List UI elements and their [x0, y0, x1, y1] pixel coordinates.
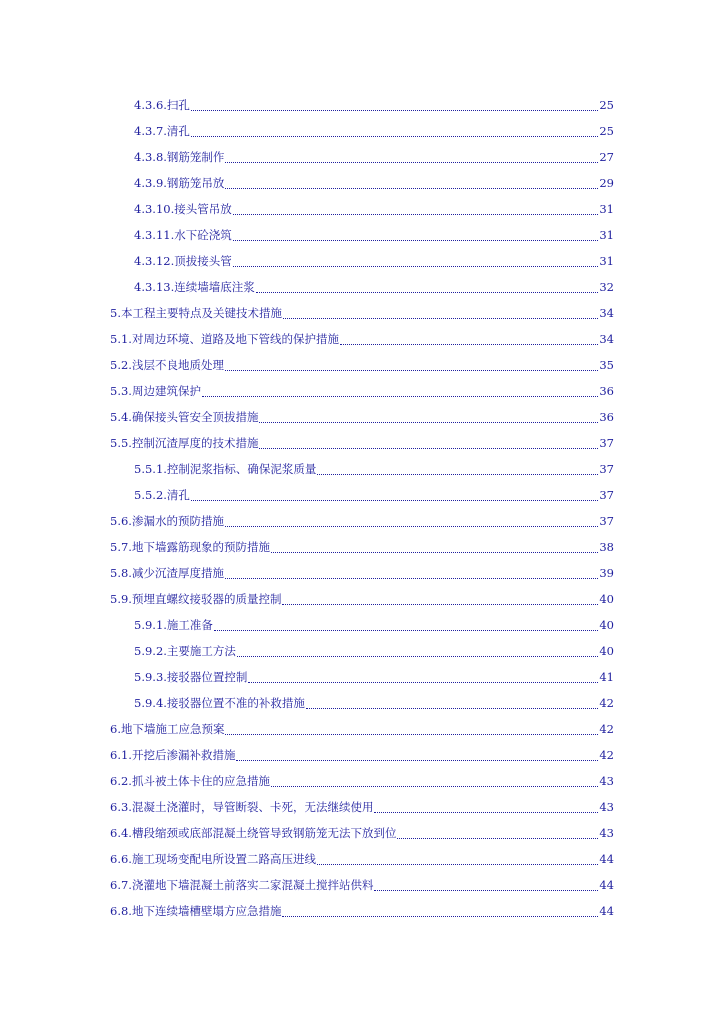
toc-entry-page-number: 37: [599, 514, 614, 528]
toc-entry[interactable]: [0, 742, 724, 768]
toc-entry-page-number: 42: [599, 722, 614, 736]
dot-leader: [397, 837, 598, 839]
toc-entry-page-number: 38: [599, 540, 614, 554]
dot-leader: [248, 681, 598, 683]
toc-entry[interactable]: [0, 508, 724, 534]
toc-entry-page-number: 36: [599, 410, 614, 424]
toc-entry-page-number: 40: [599, 644, 614, 658]
dot-leader: [225, 525, 598, 527]
dot-leader: [202, 395, 598, 397]
dot-leader: [225, 733, 598, 735]
toc-entry[interactable]: [0, 118, 724, 144]
toc-entry-title: 5.6.渗漏水的预防措施: [110, 514, 224, 528]
toc-entry-page-number: 40: [599, 618, 614, 632]
toc-entry-page-number: 44: [599, 878, 614, 892]
toc-entry[interactable]: [0, 612, 724, 638]
dot-leader: [374, 889, 598, 891]
toc-entry-title: 5.7.地下墙露筋现象的预防措施: [110, 540, 270, 554]
toc-entry-title: 5.9.2.主要施工方法: [134, 644, 236, 658]
toc-entry-page-number: 31: [599, 202, 614, 216]
toc-entry-page-number: 35: [599, 358, 614, 372]
toc-entry-page-number: 43: [599, 800, 614, 814]
table-of-contents: [0, 92, 724, 924]
toc-entry[interactable]: [0, 872, 724, 898]
toc-entry[interactable]: [0, 144, 724, 170]
dot-leader: [225, 161, 598, 163]
toc-entry-page-number: 43: [599, 826, 614, 840]
dot-leader: [283, 317, 598, 319]
dot-leader: [225, 187, 598, 189]
toc-entry-title: 6.4.槽段缩颈或底部混凝土绕管导致钢筋笼无法下放到位: [110, 826, 397, 840]
toc-entry-title: 5.9.1.施工准备: [134, 618, 213, 632]
dot-leader: [317, 863, 598, 865]
toc-entry-page-number: 32: [599, 280, 614, 294]
toc-entry-page-number: 41: [599, 670, 614, 684]
dot-leader: [259, 421, 598, 423]
toc-entry[interactable]: [0, 820, 724, 846]
toc-entry-title: 5.1.对周边环境、道路及地下管线的保护措施: [110, 332, 339, 346]
toc-entry-page-number: 43: [599, 774, 614, 788]
toc-entry-title: 6.2.抓斗被土体卡住的应急措施: [110, 774, 270, 788]
toc-entry[interactable]: [0, 664, 724, 690]
toc-entry-page-number: 40: [599, 592, 614, 606]
toc-entry-title: 5.4.确保接头管安全顶拔措施: [110, 410, 259, 424]
toc-entry-title: 4.3.13.连续墙墙底注浆: [134, 280, 255, 294]
toc-entry[interactable]: [0, 586, 724, 612]
toc-entry-page-number: 31: [599, 228, 614, 242]
dot-leader: [191, 499, 598, 501]
toc-entry[interactable]: [0, 274, 724, 300]
toc-entry[interactable]: [0, 794, 724, 820]
toc-entry-page-number: 25: [599, 124, 614, 138]
dot-leader: [236, 759, 598, 761]
toc-entry-title: 5.9.4.接驳器位置不准的补救措施: [134, 696, 305, 710]
toc-entry[interactable]: [0, 248, 724, 274]
toc-entry-title: 6.3.混凝土浇灌时，导管断裂、卡死，无法继续使用: [110, 800, 374, 814]
toc-entry[interactable]: [0, 456, 724, 482]
toc-entry-title: 5.9.3.接驳器位置控制: [134, 670, 248, 684]
toc-entry-page-number: 29: [599, 176, 614, 190]
dot-leader: [256, 291, 599, 293]
toc-entry[interactable]: [0, 898, 724, 924]
toc-entry-title: 5.8.减少沉渣厚度措施: [110, 566, 224, 580]
toc-entry-title: 4.3.8.钢筋笼制作: [134, 150, 225, 164]
toc-entry-title: 6.6.施工现场变配电所设置二路高压进线: [110, 852, 316, 866]
toc-entry-page-number: 42: [599, 696, 614, 710]
toc-entry-title: 4.3.11.水下砼浇筑: [134, 228, 232, 242]
toc-entry-page-number: 37: [599, 436, 614, 450]
toc-entry[interactable]: [0, 846, 724, 872]
toc-entry-title: 4.3.12.顶拔接头管: [134, 254, 232, 268]
dot-leader: [340, 343, 598, 345]
dot-leader: [259, 447, 598, 449]
toc-entry[interactable]: [0, 768, 724, 794]
toc-entry[interactable]: [0, 352, 724, 378]
dot-leader: [282, 603, 598, 605]
toc-entry[interactable]: [0, 690, 724, 716]
toc-entry-page-number: 37: [599, 488, 614, 502]
dot-leader: [374, 811, 598, 813]
toc-entry[interactable]: [0, 534, 724, 560]
dot-leader: [191, 109, 598, 111]
toc-entry[interactable]: [0, 378, 724, 404]
toc-entry[interactable]: [0, 716, 724, 742]
toc-entry[interactable]: [0, 404, 724, 430]
toc-entry[interactable]: [0, 92, 724, 118]
toc-entry[interactable]: [0, 326, 724, 352]
toc-entry[interactable]: [0, 300, 724, 326]
toc-entry-page-number: 31: [599, 254, 614, 268]
dot-leader: [233, 239, 599, 241]
toc-entry-title: 5.2.浅层不良地质处理: [110, 358, 224, 372]
toc-entry-title: 6.8.地下连续墙槽壁塌方应急措施: [110, 904, 282, 918]
toc-entry-title: 5.3.周边建筑保护: [110, 384, 201, 398]
toc-entry-title: 4.3.6.扫孔: [134, 98, 190, 112]
dot-leader: [191, 135, 598, 137]
dot-leader: [317, 473, 598, 475]
dot-leader: [214, 629, 598, 631]
dot-leader: [233, 265, 599, 267]
toc-entry-title: 5.9.预埋直螺纹接驳器的质量控制: [110, 592, 282, 606]
toc-entry-page-number: 44: [599, 852, 614, 866]
toc-entry-page-number: 27: [599, 150, 614, 164]
toc-entry-page-number: 42: [599, 748, 614, 762]
dot-leader: [271, 785, 598, 787]
dot-leader: [306, 707, 598, 709]
toc-entry-page-number: 36: [599, 384, 614, 398]
toc-entry[interactable]: [0, 482, 724, 508]
toc-entry-title: 5.5.2.清孔: [134, 488, 190, 502]
toc-entry-page-number: 25: [599, 98, 614, 112]
toc-entry[interactable]: [0, 196, 724, 222]
toc-entry-page-number: 34: [599, 306, 614, 320]
toc-entry-page-number: 39: [599, 566, 614, 580]
toc-entry-title: 6.1.开挖后渗漏补救措施: [110, 748, 236, 762]
toc-entry-title: 5.5.1.控制泥浆指标、确保泥浆质量: [134, 462, 317, 476]
toc-entry-title: 6.7.浇灌地下墙混凝土前落实二家混凝土搅拌站供料: [110, 878, 374, 892]
toc-entry[interactable]: [0, 638, 724, 664]
toc-entry-title: 5.本工程主要特点及关键技术措施: [110, 306, 282, 320]
toc-entry-title: 4.3.10.接头管吊放: [134, 202, 232, 216]
dot-leader: [233, 213, 599, 215]
toc-entry[interactable]: [0, 222, 724, 248]
dot-leader: [271, 551, 598, 553]
toc-entry[interactable]: [0, 430, 724, 456]
toc-entry-title: 6.地下墙施工应急预案: [110, 722, 225, 736]
toc-entry-page-number: 37: [599, 462, 614, 476]
toc-entry[interactable]: [0, 560, 724, 586]
dot-leader: [282, 915, 598, 917]
toc-entry-title: 5.5.控制沉渣厚度的技术措施: [110, 436, 259, 450]
dot-leader: [225, 369, 598, 371]
toc-entry-title: 4.3.7.清孔: [134, 124, 190, 138]
dot-leader: [237, 655, 598, 657]
toc-entry-page-number: 44: [599, 904, 614, 918]
toc-entry[interactable]: [0, 170, 724, 196]
dot-leader: [225, 577, 598, 579]
toc-entry-title: 4.3.9.钢筋笼吊放: [134, 176, 225, 190]
toc-entry-page-number: 34: [599, 332, 614, 346]
